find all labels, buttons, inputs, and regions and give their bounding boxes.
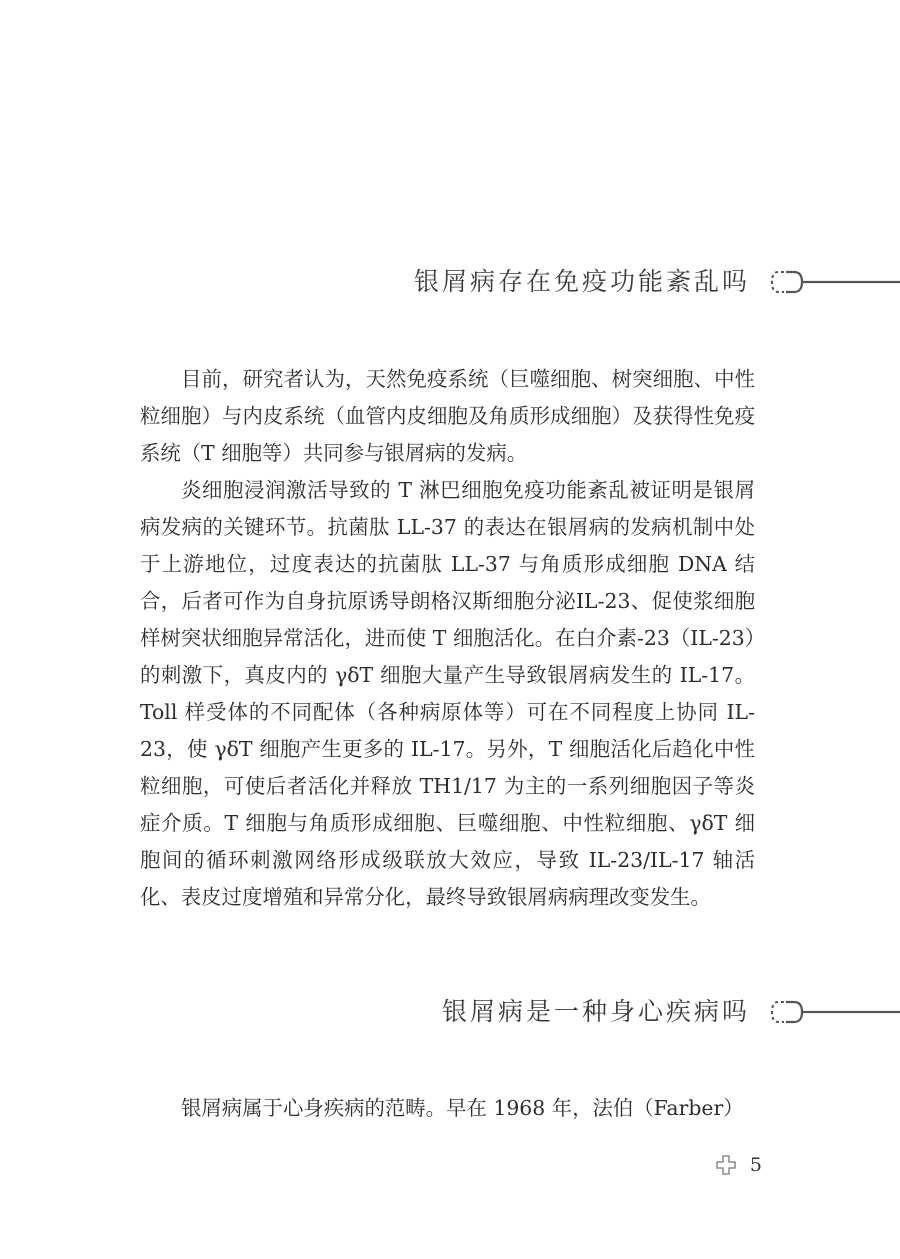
page-footer [716,1150,762,1180]
section-title-1: 银屑病存在免疫功能紊乱吗 [413,267,750,296]
heading-bracket-icon [770,998,900,1026]
section-heading-2 [0,992,900,1032]
paragraph-3: 银屑病属于心身疾病的范畴。早在 1968 年，法伯（Farber） [181,1096,744,1120]
heading-bracket-icon [770,268,900,296]
page-number: 5 [749,1154,762,1176]
section-heading-1 [0,262,900,302]
paragraph-1: 目前，研究者认为，天然免疫系统（巨噬细胞、树突细胞、中性粒细胞）与内皮系统（血管内皮细胞及角质形成细胞）及获得性免疫系统（T 细胞等）共同参与银屑病的发病。 [140,367,755,465]
cross-outline-icon [716,1155,736,1175]
paragraph-2: 炎细胞浸润激活导致的 T 淋巴细胞免疫功能紊乱被证明是银屑病发病的关键环节。抗菌肽 LL-37 的表达在银屑病的发病机制中处于上游地位，过度表达的抗菌肽 LL-37 与角质形成细胞 DNA 结合，后者可作为自身抗原诱导朗格汉斯细胞分泌IL-23、促使浆细胞样树突状细胞异常活化，进而使 T 细胞活化。在白介素-23（IL-23）的刺激下，真皮内的 γδT 细胞大量产生导致银屑病发生的 IL-17。Toll 样受体的不同配体（各种病原体等）可在不同程度上协同 IL-23，使 γδT 细胞产生更多的 IL-17。另外，T 细胞活化后趋化中性粒细胞，可使后者活化并释放 TH1/17 为主的一系列细胞因子等炎症介质。T 细胞与角质形成细胞、巨噬细胞、中性粒细胞、γδT 细胞间的循环刺激网络形成级联放大效应，导致 IL-23/IL-17 轴活化、表皮过度增殖和异常分化，最终导致银屑病病理改变发生。 [140,478,755,909]
section-title-2: 银屑病是一种身心疾病吗 [441,997,750,1026]
